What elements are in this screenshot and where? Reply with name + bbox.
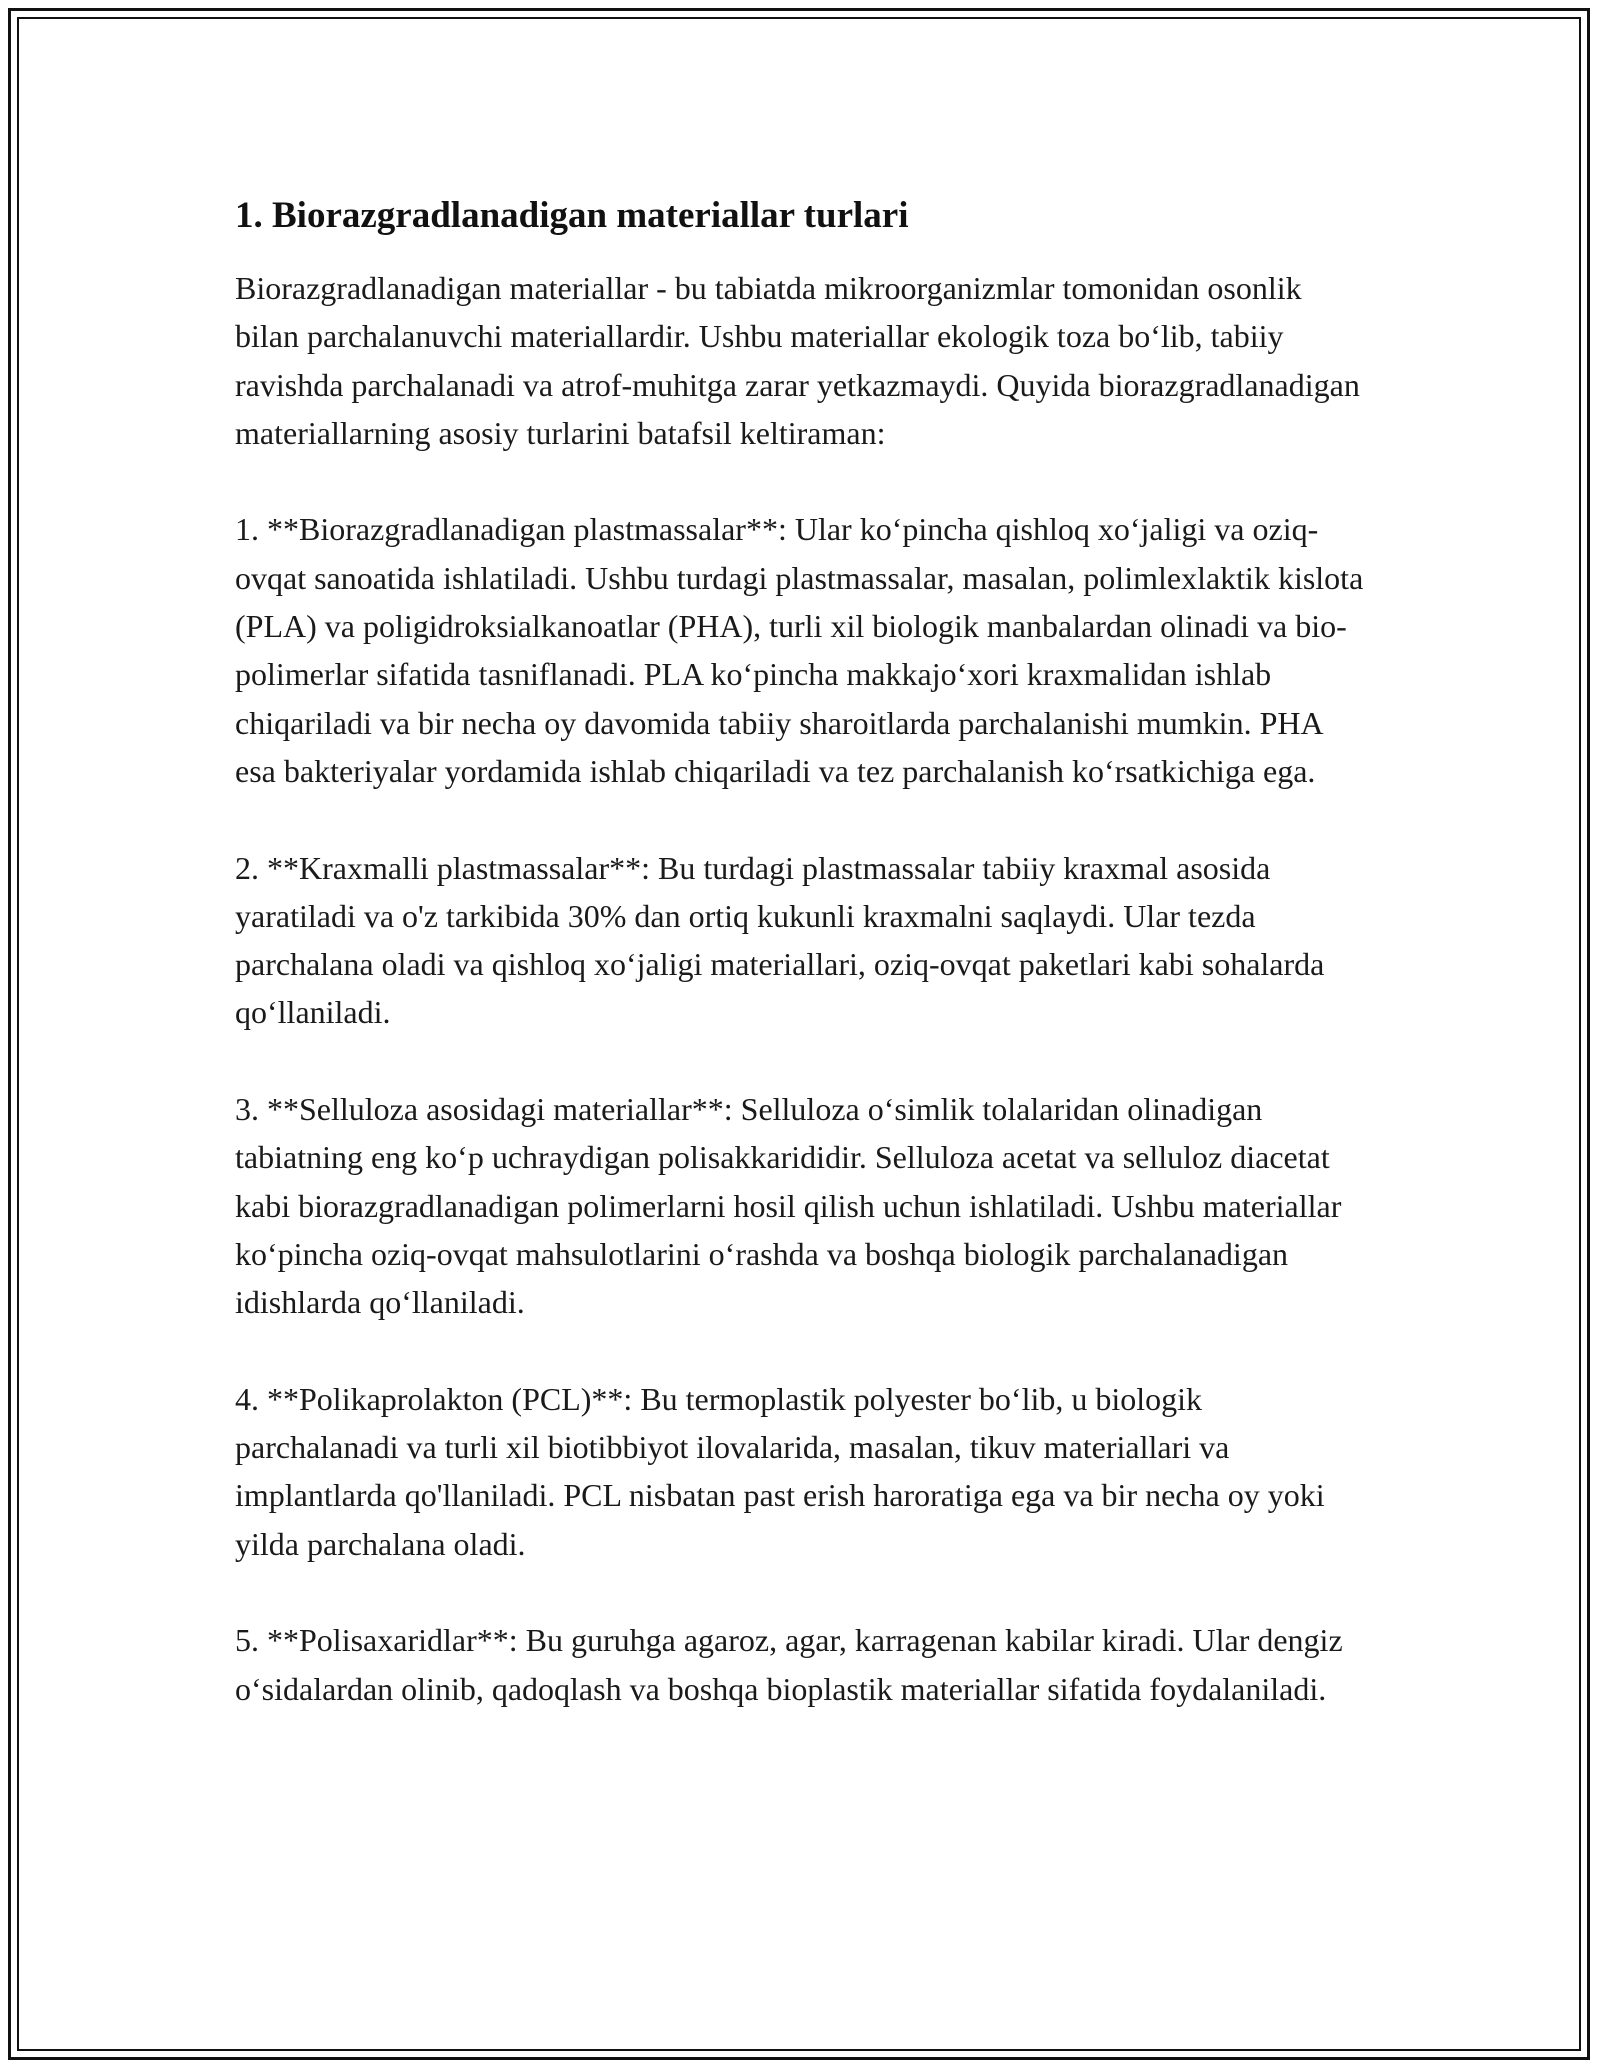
list-item-biodegradable-plastics: 1. **Biorazgradlanadigan plastmassalar**: Ular ko‘pincha qishloq xo‘jaligi va oziq-ovqat sanoatida ishlatiladi. Ushbu turdagi plastmassalar, masalan, polimlexlaktik kislota (PLA) va poligidroksialkanoatlar (PHA), turli xil biologik manbalardan olinadi va bio-polimerlar sifatida tasniflanadi. PLA ko‘pincha makkajo‘xori kraxmalidan ishlab chiqariladi va bir necha oy davomida tabiiy sharoitlarda parchalanishi mumkin. PHA esa bakteriyalar yordamida ishlab chiqariladi va tez parchalanish ko‘rsatkichiga ega. [235, 511, 1364, 789]
list-item-starch-plastics: 2. **Kraxmalli plastmassalar**: Bu turdagi plastmassalar tabiiy kraxmal asosida yaratiladi va o'z tarkibida 30% dan ortiq kukunli kraxmalni saqlaydi. Ular tezda parchalana oladi va qishloq xo‘jaligi materiallari, oziq-ovqat paketlari kabi sohalarda qo‘llaniladi. [235, 849, 1325, 1031]
list-item-cellulose-materials: 3. **Selluloza asosidagi materiallar**: Selluloza o‘simlik tolalaridan olinadigan tabiatning eng ko‘p uchraydigan polisakkarididir. Selluloza acetat va selluloz diacetat kabi biorazgradlanadigan polimerlarni hosil qilish uchun ishlatiladi. Ushbu materiallar ko‘pincha oziq-ovqat mahsulotlarini o‘rashda va boshqa biologik parchalanadigan idishlarda qo‘llaniladi. [235, 1091, 1342, 1321]
intro-paragraph: Biorazgradlanadigan materiallar - bu tabiatda mikroorganizmlar tomonidan osonlik bilan parchalanuvchi materiallardir. Ushbu materiallar ekologik toza bo‘lib, tabiiy ravishda parchalanadi va atrof-muhitga zarar yetkazmaydi. Quyida biorazgradlanadigan materiallarning asosiy turlarini batafsil keltiraman: [235, 270, 1360, 451]
list-item-polysaccharides: 5. **Polisaxaridlar**: Bu guruhga agaroz, agar, karragenan kabilar kiradi. Ular dengiz o‘sidalardan olinib, qadoqlash va boshqa bioplastik materiallar sifatida foydalaniladi. [235, 1622, 1343, 1707]
list-item-polycaprolactone: 4. **Polikaprolakton (PCL)**: Bu termoplastik polyester bo‘lib, u biologik parchalanadi va turli xil biotibbiyot ilovalarida, masalan, tikuv materiallari va implantlarda qo'llaniladi. PCL nisbatan past erish haroratiga ega va bir necha oy yoki yilda parchalana oladi. [235, 1380, 1325, 1562]
page-title: 1. Biorazgradlanadigan materiallar turlari [235, 195, 909, 236]
document-body [235, 188, 1370, 1761]
